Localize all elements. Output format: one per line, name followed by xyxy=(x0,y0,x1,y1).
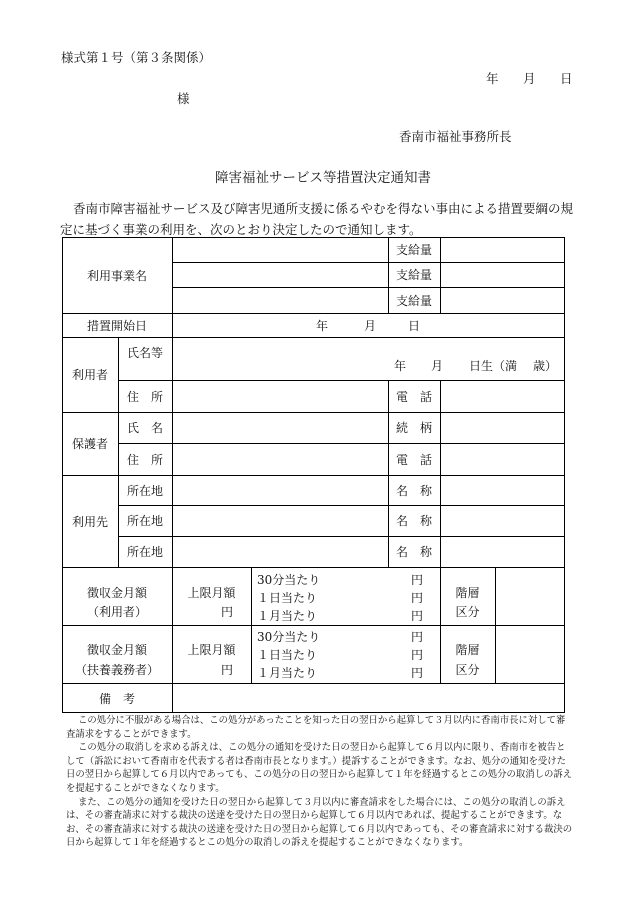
yen-day-2: 円 xyxy=(410,647,423,662)
relation-label: 続 柄 xyxy=(395,421,432,435)
start-date-year: 年 xyxy=(315,318,328,333)
start-date-day: 日 xyxy=(407,318,420,333)
per-30min-1: 30分当たり xyxy=(257,572,321,587)
note-paragraph: この処分の取消しを求める訴えは、この処分の通知を受けた日の翌日から起算して６月以内に限り、香南市を被告として（訴訟において香南市を代表する者は香南市長となります。）提訴することができます。なお、処分の通知を受けた日の翌日から起算して６月以内であっても、この処分の日の翌日から起算して１年を経過するとこの処分の取消しの訴えを提起することができなくなります。 xyxy=(66,742,573,794)
appeal-notes xyxy=(66,714,574,850)
service-name-label: 利用事業名 xyxy=(86,268,147,283)
date-year: 年 xyxy=(486,71,499,86)
supply-label-2: 支給量 xyxy=(395,268,432,282)
guardian-phone-label: 電 話 xyxy=(395,452,432,467)
fee-user-label-1: 徴収金月額 xyxy=(86,585,147,600)
tier-label-2a: 階層 xyxy=(455,642,480,657)
per-month-2: １月当たり xyxy=(257,665,318,680)
limit-yen-1: 円 xyxy=(220,604,233,619)
birth-year: 年 xyxy=(393,358,406,373)
tier-label-2b: 区分 xyxy=(455,662,480,677)
tier-label-1a: 階層 xyxy=(455,585,480,600)
limit-label-1: 上限月額 xyxy=(187,585,236,600)
form-number: 様式第１号（第３条関係） xyxy=(61,50,212,65)
fee-obligor-label-1: 徴収金月額 xyxy=(86,642,147,657)
supply-label-1: 支給量 xyxy=(395,243,432,257)
supply-label-3: 支給量 xyxy=(395,293,432,308)
fee-obligor-label-2: （扶養義務者） xyxy=(74,662,159,677)
limit-label-2: 上限月額 xyxy=(187,642,236,657)
document-title: 障害福祉サービス等措置決定通知書 xyxy=(215,170,431,186)
note-paragraph: また、この処分の通知を受けた日の翌日から起算して３月以内に審査請求をした場合には、この処分の取消しの訴えは、その審査請求に対する裁決の送達を受けた日の翌日から起算して６月以内であれば、提起することができます。なお、その審査請求に対する裁決の送達を受けた日の翌日から起算して６月以内であっても、その審査請求に対する裁決の日から起算して１年を経過するとこの処分の取消しの訴えを提起することができなくなります。 xyxy=(66,796,573,849)
guardian-label: 保護者 xyxy=(71,437,108,451)
note-paragraph: この処分に不服がある場合は、この処分があったことを知った日の翌日から起算して３月以内に香南市長に対して審査請求をすることができます。 xyxy=(66,715,566,740)
yen-month-2: 円 xyxy=(410,665,423,680)
start-date-month: 月 xyxy=(363,318,376,333)
intro-paragraph: 香南市障害福祉サービス及び障害児通所支援に係るやむを得ない事由による措置要綱の規定に基づく事業の利用を、次のとおり決定したので通知します。 xyxy=(60,201,574,237)
per-day-2: １日当たり xyxy=(257,647,318,662)
user-name-label: 氏名等 xyxy=(126,345,163,360)
per-month-1: １月当たり xyxy=(257,608,318,623)
fee-user-label-2: （利用者） xyxy=(86,604,147,619)
birth-month: 月 xyxy=(430,358,443,373)
user-label: 利用者 xyxy=(71,368,108,382)
per-day-1: １日当たり xyxy=(257,590,318,605)
location-label-3: 所在地 xyxy=(126,545,163,559)
decision-table xyxy=(62,237,565,713)
yen-30min-1: 円 xyxy=(410,572,423,587)
facility-name-label-2: 名 称 xyxy=(395,514,432,528)
yen-month-1: 円 xyxy=(410,608,423,623)
date-month: 月 xyxy=(523,71,536,86)
location-label-2: 所在地 xyxy=(126,514,163,528)
yen-day-1: 円 xyxy=(410,590,423,605)
yen-30min-2: 円 xyxy=(410,629,423,644)
guardian-name-label: 氏 名 xyxy=(126,421,163,435)
facility-name-label-1: 名 称 xyxy=(395,483,432,498)
facility-name-label-3: 名 称 xyxy=(395,545,432,559)
age-suffix: 歳） xyxy=(532,358,557,373)
issuer-name: 香南市福祉事務所長 xyxy=(399,129,512,144)
user-address-label: 住 所 xyxy=(126,389,163,404)
destination-label: 利用先 xyxy=(71,514,108,529)
start-date-label: 措置開始日 xyxy=(86,318,147,333)
limit-yen-2: 円 xyxy=(220,662,233,677)
guardian-address-label: 住 所 xyxy=(126,452,163,467)
recipient-suffix: 様 xyxy=(177,91,190,106)
date-day: 日 xyxy=(560,71,573,86)
remarks-label: 備 考 xyxy=(98,691,135,706)
tier-label-1b: 区分 xyxy=(455,604,480,619)
birth-day-age: 日生（満 xyxy=(468,358,517,373)
location-label-1: 所在地 xyxy=(126,483,163,498)
per-30min-2: 30分当たり xyxy=(257,629,321,644)
user-phone-label: 電 話 xyxy=(395,389,432,404)
